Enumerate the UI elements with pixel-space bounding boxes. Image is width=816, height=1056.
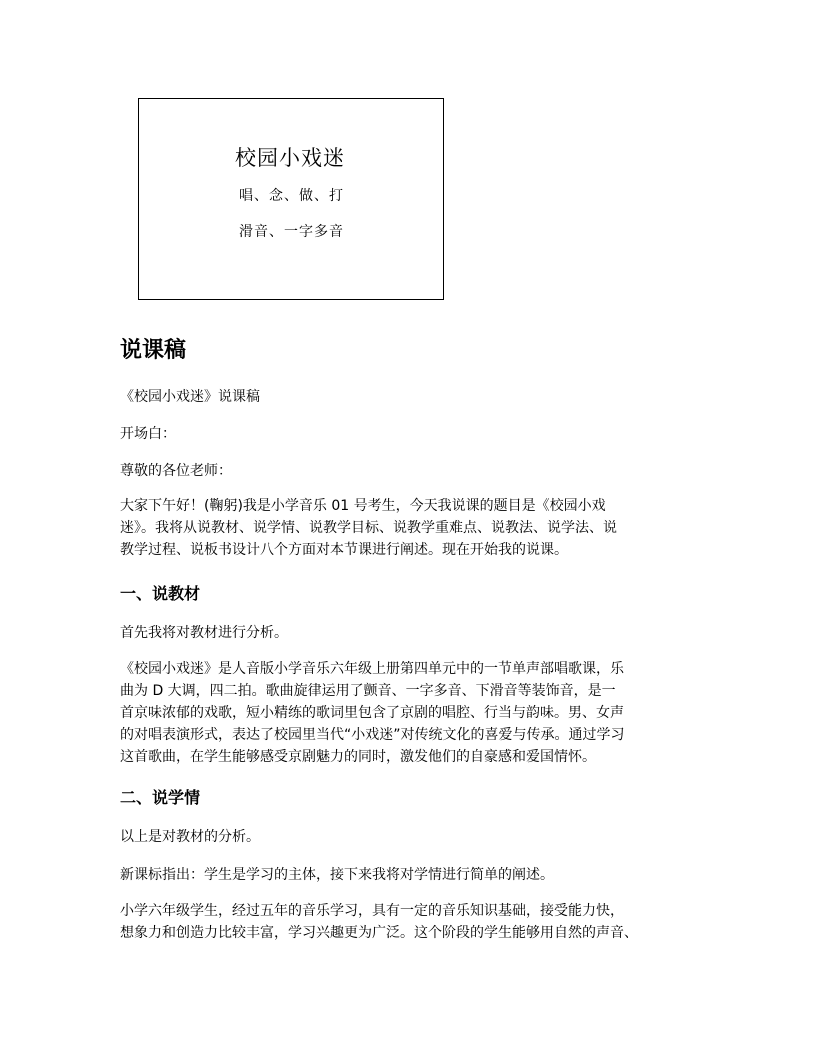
slide-thumbnail	[138, 98, 444, 300]
text-line: 首京味浓郁的戏歌，短小精练的歌词里包含了京剧的唱腔、行当与韵味。男、女声	[120, 705, 624, 721]
section-heading-textbook: 一、说教材	[120, 584, 201, 603]
document-title: 说课稿	[120, 338, 187, 363]
intro-title-paragraph: 《校园小戏迷》说课稿	[120, 389, 260, 405]
textbook-intro-paragraph: 首先我将对教材进行分析。	[120, 625, 288, 641]
slide-subtitle-line-2: 滑音、一字多音	[239, 224, 344, 240]
text-line: 小学六年级学生，经过五年的音乐学习，具有一定的音乐知识基础，接受能力快，	[120, 903, 624, 919]
text-line: 曲为 D 大调，四二拍。歌曲旋律运用了颤音、一字多音、下滑音等装饰音，是一	[120, 683, 616, 699]
section-heading-students: 二、说学情	[120, 788, 201, 807]
textbook-analysis-paragraph	[120, 658, 702, 768]
text-line: 的对唱表演形式，表达了校园里当代“小戏迷”对传统文化的喜爱与传承。通过学习	[120, 727, 625, 743]
text-line: 想象力和创造力比较丰富，学习兴趣更为广泛。这个阶段的学生能够用自然的声音、	[120, 925, 638, 941]
text-line: 迷》。我将从说教材、说学情、说教学目标、说教学重难点、说教法、说学法、说	[120, 520, 617, 536]
greeting-paragraph: 尊敬的各位老师：	[120, 463, 232, 479]
students-analysis-paragraph	[120, 900, 702, 944]
slide-title: 校园小戏迷	[235, 146, 345, 170]
text-line: 大家下午好！(鞠躬)我是小学音乐 01 号考生，今天我说课的题目是《校园小戏	[120, 498, 606, 514]
text-line: 教学过程、说板书设计八个方面对本节课进行阐述。现在开始我的说课。	[120, 542, 568, 558]
opening-label-paragraph: 开场白：	[120, 426, 176, 442]
slide-subtitle-line-1: 唱、念、做、打	[239, 188, 344, 204]
introduction-paragraph	[120, 495, 702, 561]
students-standard-paragraph: 新课标指出：学生是学习的主体，接下来我将对学情进行简单的阐述。	[120, 867, 554, 883]
text-line: 这首歌曲，在学生能够感受京剧魅力的同时，激发他们的自豪感和爱国情怀。	[120, 749, 596, 765]
students-transition-paragraph: 以上是对教材的分析。	[120, 829, 260, 845]
text-line: 《校园小戏迷》是人音版小学音乐六年级上册第四单元中的一节单声部唱歌课，乐	[120, 661, 624, 677]
